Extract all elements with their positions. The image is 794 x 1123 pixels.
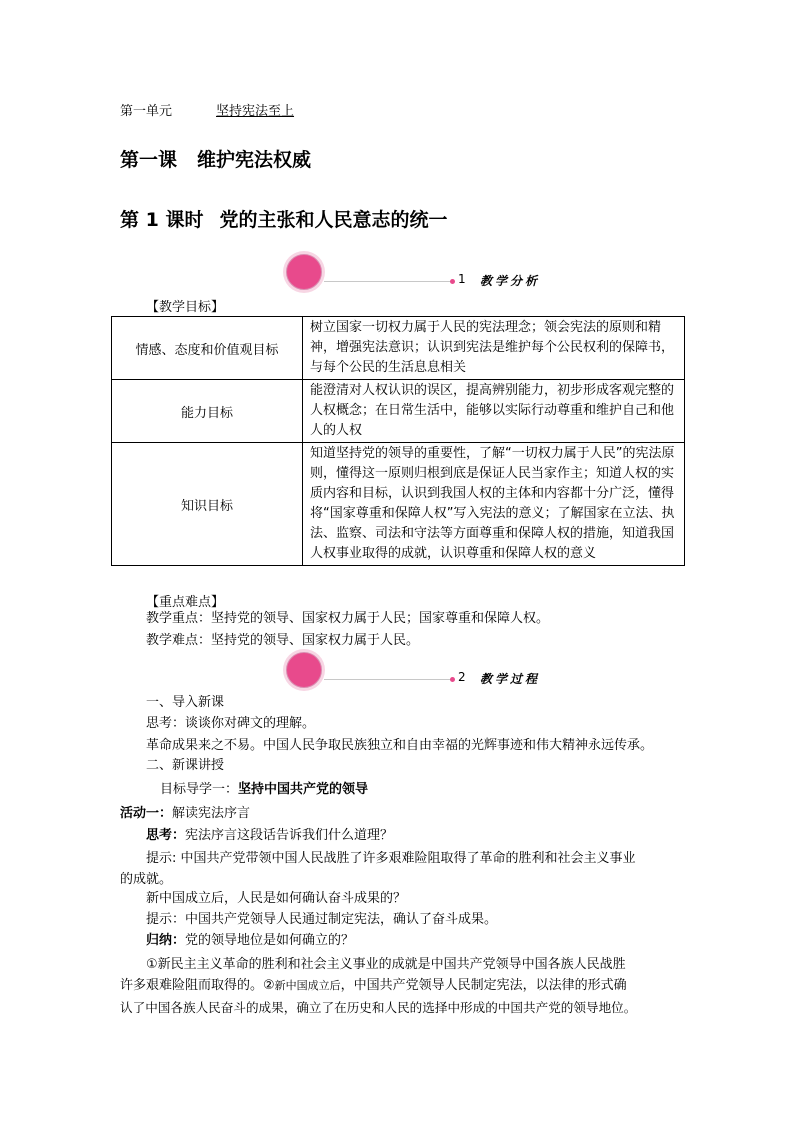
objective-category: 情感、态度和价值观目标 — [112, 317, 303, 380]
unit-topic: 坚持宪法至上 — [216, 104, 295, 119]
objective-category: 知识目标 — [112, 443, 303, 566]
banner-circle-icon — [286, 652, 322, 688]
conclusion — [146, 931, 354, 951]
lesson-label: 第一课 — [120, 149, 178, 171]
section-banner-analysis — [286, 254, 546, 290]
banner-divider — [324, 281, 452, 282]
banner-number: 1 — [458, 272, 466, 286]
banner-circle-icon — [286, 254, 322, 290]
objective-category: 能力目标 — [112, 380, 303, 443]
unit-label: 第一单元 — [120, 104, 173, 119]
period-name: 党的主张和人民意志的统一 — [219, 209, 448, 231]
table-row — [112, 317, 685, 380]
table-row — [112, 443, 685, 566]
activity-one — [120, 804, 250, 824]
goal-one — [160, 780, 368, 800]
conclusion-line2-part3: ，中国共产党领导人民制定宪法，以法律的形式确 — [340, 978, 627, 993]
period-title — [120, 205, 447, 232]
teaching-difficulty: 教学难点：坚持党的领导、国家权力属于人民。 — [146, 633, 420, 648]
conclusion-question: 党的领导地位是如何确立的？ — [185, 933, 355, 948]
question-text: 宪法序言这段话告诉我们什么道理？ — [185, 828, 394, 843]
intro-summary: 革命成果来之不易。中国人民争取民族独立和自由幸福的光辉事迹和伟大精神永远传承。 — [146, 738, 654, 753]
activity-prefix: 活动一： — [120, 806, 173, 821]
conclusion-line1: ①新民主主义革命的胜利和社会主义事业的成就是中国共产党领导中国各族人民战胜 — [146, 957, 626, 972]
table-row — [112, 380, 685, 443]
conclusion-line2 — [120, 976, 627, 996]
answer-one-line1: 提示: 中国共产党带领中国人民战胜了许多艰难险阻取得了革命的胜利和社会主义事业 — [146, 851, 636, 866]
conclusion-line2-part2: 新中国成立后 — [274, 979, 341, 992]
banner-divider — [324, 679, 452, 680]
objective-description: 知道坚持党的领导的重要性，了解“一切权力属于人民”的宪法原则，懂得这一原则归根到底是保证人民当家作主；知道人权的实质内容和目标，认识到我国人权的主体和内容都十分广泛，懂得将“国家尊重和保障人权”写入宪法的意义；了解国家在立法、执法、监察、司法和守法等方面尊重和保障人权的措施，知道我国人权事业取得的成就，认识尊重和保障人权的意义 — [303, 443, 685, 566]
conclusion-line3: 认了中国各族人民奋斗的成果，确立了在历史和人民的选择中形成的中国共产党的领导地位。 — [120, 1000, 637, 1015]
question-two: 新中国成立后，人民是如何确认奋斗成果的？ — [146, 891, 407, 906]
banner-label: 教学过程 — [480, 672, 541, 686]
period-label: 第 1 课时 — [120, 209, 204, 231]
lesson-title — [120, 145, 311, 172]
objectives-table — [111, 316, 685, 566]
objective-description: 树立国家一切权力属于人民的宪法理念；领会宪法的原则和精神，增强宪法意识；认识到宪法是维护每个公民权利的保障书，与每个公民的生活息息相关 — [303, 317, 685, 380]
question-label: 思考： — [146, 828, 186, 843]
key-points-heading: 【重点难点】 — [146, 595, 225, 610]
conclusion-line2-part1: 许多艰难险阻而取得的。② — [120, 978, 275, 993]
goal-prefix: 目标导学一： — [160, 782, 239, 797]
banner-label: 教学分析 — [480, 274, 541, 288]
intro-heading: 一、导入新课 — [146, 695, 225, 710]
banner-dot-icon — [450, 677, 455, 682]
conclusion-label: 归纳： — [146, 933, 186, 948]
lesson-name: 维护宪法权威 — [197, 149, 312, 171]
activity-title: 解读宪法序言 — [172, 806, 251, 821]
banner-dot-icon — [450, 279, 455, 284]
banner-number: 2 — [458, 670, 466, 684]
goal-title: 坚持中国共产党的领导 — [238, 782, 369, 797]
objective-description: 能澄清对人权认识的误区，提高辨别能力，初步形成客观完整的人权概念；在日常生活中，能够以实际行动尊重和维护自己和他人的人权 — [303, 380, 685, 443]
question-one — [146, 826, 393, 846]
unit-header — [120, 100, 294, 119]
objectives-heading: 【教学目标】 — [146, 300, 225, 315]
new-lesson-heading: 二、新课讲授 — [146, 758, 225, 773]
teaching-focus: 教学重点：坚持党的领导、国家权力属于人民；国家尊重和保障人权。 — [146, 611, 550, 626]
answer-two: 提示：中国共产党领导人民通过制定宪法，确认了奋斗成果。 — [146, 912, 498, 927]
answer-one-line2: 的成就。 — [120, 872, 173, 887]
section-banner-process — [286, 652, 546, 688]
intro-think: 思考：谈谈你对碑文的理解。 — [146, 716, 316, 731]
